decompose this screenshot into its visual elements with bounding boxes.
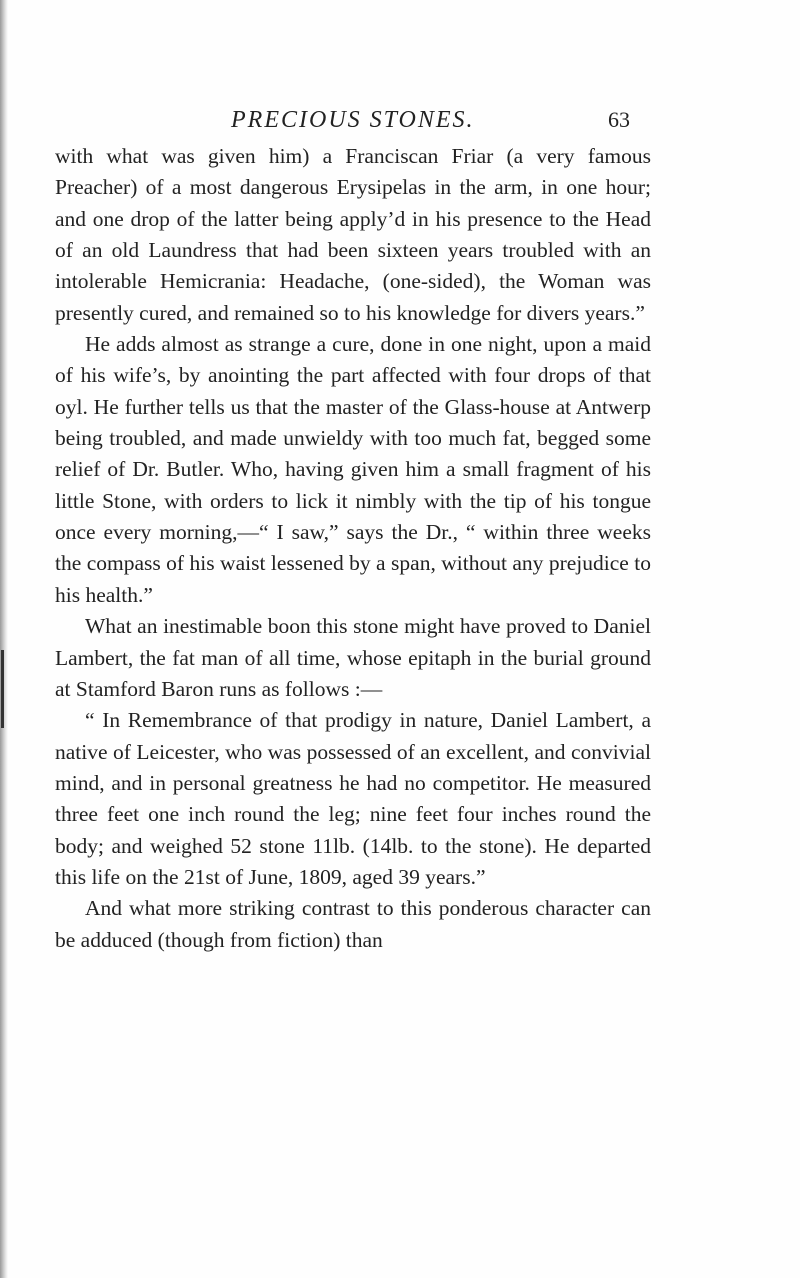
paragraph: He adds almost as strange a cure, done in one night, upon a maid of his wife’s, by anointing the part affected with four drops of that oyl. He further tells us that the master of the Glass-house at Antwerp being troubled, and made unwieldy with too much fat, begged some relief of Dr. Butler. Who, having given him a small fragment of his little Stone, with orders to lick it nimbly with the tip of his tongue once every morning,—“ I saw,” says the Dr., “ within three weeks the compass of his waist lessened by a span, without any prejudice to his health.” bbox=[55, 332, 651, 607]
paragraph: “ In Remembrance of that prodigy in nature, Daniel Lambert, a native of Leicester, who was possessed of an excellent, and convivial mind, and in personal greatness he had no competitor. He measured three feet one inch round the leg; nine feet four inches round the body; and weighed 52 stone 11lb. (14lb. to the stone). He departed this life on the 21st of June, 1809, aged 39 years.” bbox=[55, 708, 651, 889]
running-title: PRECIOUS STONES. bbox=[231, 107, 475, 133]
page-header bbox=[0, 107, 800, 141]
body-text bbox=[55, 141, 651, 956]
page-binding-shadow bbox=[0, 0, 8, 1278]
margin-mark bbox=[1, 650, 4, 728]
paragraph: with what was given him) a Franciscan Friar (a very famous Preacher) of a most dangerous Erysipelas in the arm, in one hour; and one drop of the latter being apply’d in his presence to the Head of an old Laundress that had been sixteen years troubled with an intolerable Hemicrania: Headache, (one-sided), the Woman was presently cured, and remained so to his knowledge for divers years.” bbox=[55, 144, 651, 325]
paragraph: What an inestimable boon this stone might have proved to Daniel Lambert, the fat man of all time, whose epitaph in the burial ground at Stamford Baron runs as follows :— bbox=[55, 614, 651, 701]
paragraph: And what more striking contrast to this ponderous character can be adduced (though from fiction) than bbox=[55, 896, 651, 952]
page-number: 63 bbox=[608, 107, 630, 132]
